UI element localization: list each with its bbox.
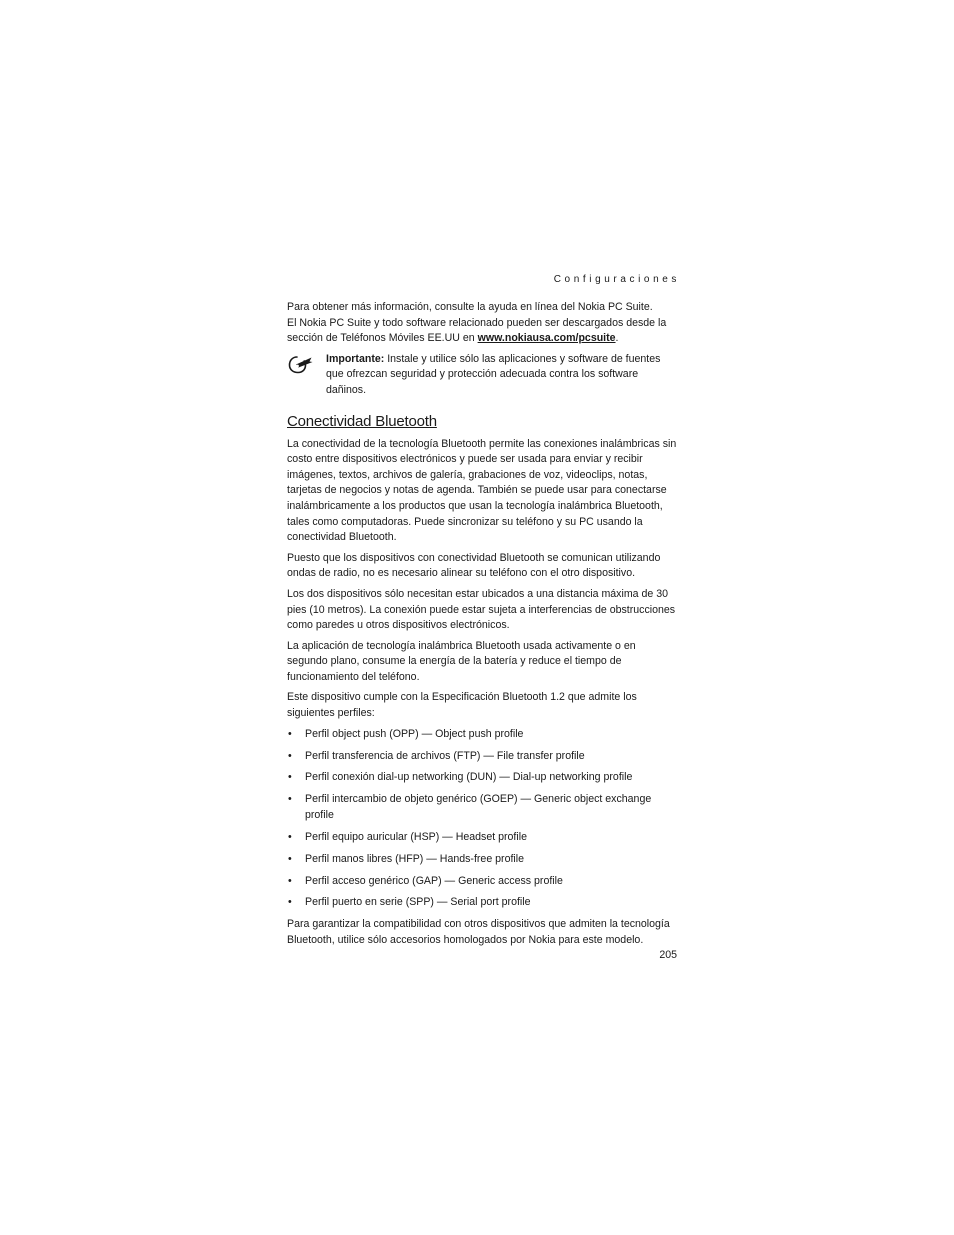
list-item (287, 792, 677, 823)
profile-text: Perfil intercambio de objeto genérico (GOEP) — Generic object exchange profile (305, 793, 652, 821)
page-number: 205 (659, 949, 677, 961)
bullet-icon: • (288, 896, 292, 909)
profile-text: Perfil object push (OPP) — Object push profile (305, 727, 524, 740)
body-paragraph: Los dos dispositivos sólo necesitan estar ubicados a una distancia máxima de 30 pies (10 metros). La conexión puede estar sujeta a interferencias de obstrucciones como paredes u otros dispositivos electrónicos. (287, 587, 676, 632)
profile-text: Perfil manos libres (HFP) — Hands-free profile (305, 852, 525, 865)
intro-download-prefix: El Nokia PC Suite y todo software relacionado pueden ser descargados desde la sección de Teléfonos Móviles EE.UU en (287, 316, 667, 345)
bullet-icon: • (288, 830, 292, 843)
important-icon (288, 354, 314, 374)
intro-line: Para obtener más información, consulte la ayuda en línea del Nokia PC Suite. (287, 301, 653, 313)
manual-page (287, 272, 680, 954)
list-item (287, 830, 677, 846)
intro-block (287, 300, 677, 347)
bullet-icon: • (288, 874, 292, 887)
list-item (287, 749, 677, 765)
intro-download-text (287, 316, 677, 347)
body-paragraph: Este dispositivo cumple con la Especificación Bluetooth 1.2 que admite los siguientes perfiles: (287, 691, 637, 720)
pcsuite-link[interactable]: www.nokiausa.com/pcsuite (477, 332, 616, 345)
running-head: Configuraciones (553, 274, 680, 285)
important-body: Instale y utilice sólo las aplicaciones y software de fuentes que ofrezcan seguridad y protección adecuada contra los software dañinos. (326, 352, 661, 396)
bullet-icon: • (288, 727, 292, 740)
profile-text: Perfil equipo auricular (HSP) — Headset profile (305, 830, 527, 843)
bullet-icon: • (288, 852, 292, 865)
profile-list (287, 727, 677, 911)
profile-text: Perfil puerto en serie (SPP) — Serial port profile (305, 896, 531, 909)
body-paragraph: La conectividad de la tecnología Bluetooth permite las conexiones inalámbricas sin costo entre dispositivos electrónicos y puede ser usada para enviar y recibir imágenes, textos, archivos de galería, grabaciones de voz, videoclips, notas, tarjetas de negocios y notas de agenda. También se puede usar para conectarse inalámbricamente a los productos que usan la tecnología inalámbrica Bluetooth, tales como computadoras. Puede sincronizar su teléfono y su PC usando la conectividad Bluetooth. (287, 437, 677, 544)
intro-download-suffix: . (615, 332, 619, 345)
body-paragraph: Puesto que los dispositivos con conectividad Bluetooth se comunican utilizando ondas de radio, no es necesario alinear su teléfono con el otro dispositivo. (287, 551, 661, 580)
list-item (287, 852, 677, 868)
list-item (287, 770, 677, 786)
list-item (287, 895, 677, 911)
profile-text: Perfil transferencia de archivos (FTP) — File transfer profile (305, 749, 585, 762)
body-paragraph: La aplicación de tecnología inalámbrica Bluetooth usada activamente o en segundo plano, consume la energía de la batería y reduce el tiempo de funcionamiento del teléfono. (287, 639, 636, 683)
profile-text: Perfil acceso genérico (GAP) — Generic access profile (305, 874, 563, 887)
profile-text: Perfil conexión dial-up networking (DUN) — Dial-up networking profile (305, 771, 633, 784)
important-note-text (326, 352, 677, 399)
bullet-icon: • (288, 793, 292, 806)
list-item (287, 727, 677, 743)
section-body (287, 437, 677, 949)
important-note (287, 352, 677, 399)
bullet-icon: • (288, 749, 292, 762)
bullet-icon: • (288, 771, 292, 784)
section-title: Conectividad Bluetooth (287, 412, 437, 430)
list-item (287, 874, 677, 890)
important-label: Importante: (326, 352, 385, 365)
closing-paragraph: Para garantizar la compatibilidad con otros dispositivos que admiten la tecnología Bluetooth, utilice sólo accesorios homologados por Nokia para este modelo. (287, 918, 670, 946)
